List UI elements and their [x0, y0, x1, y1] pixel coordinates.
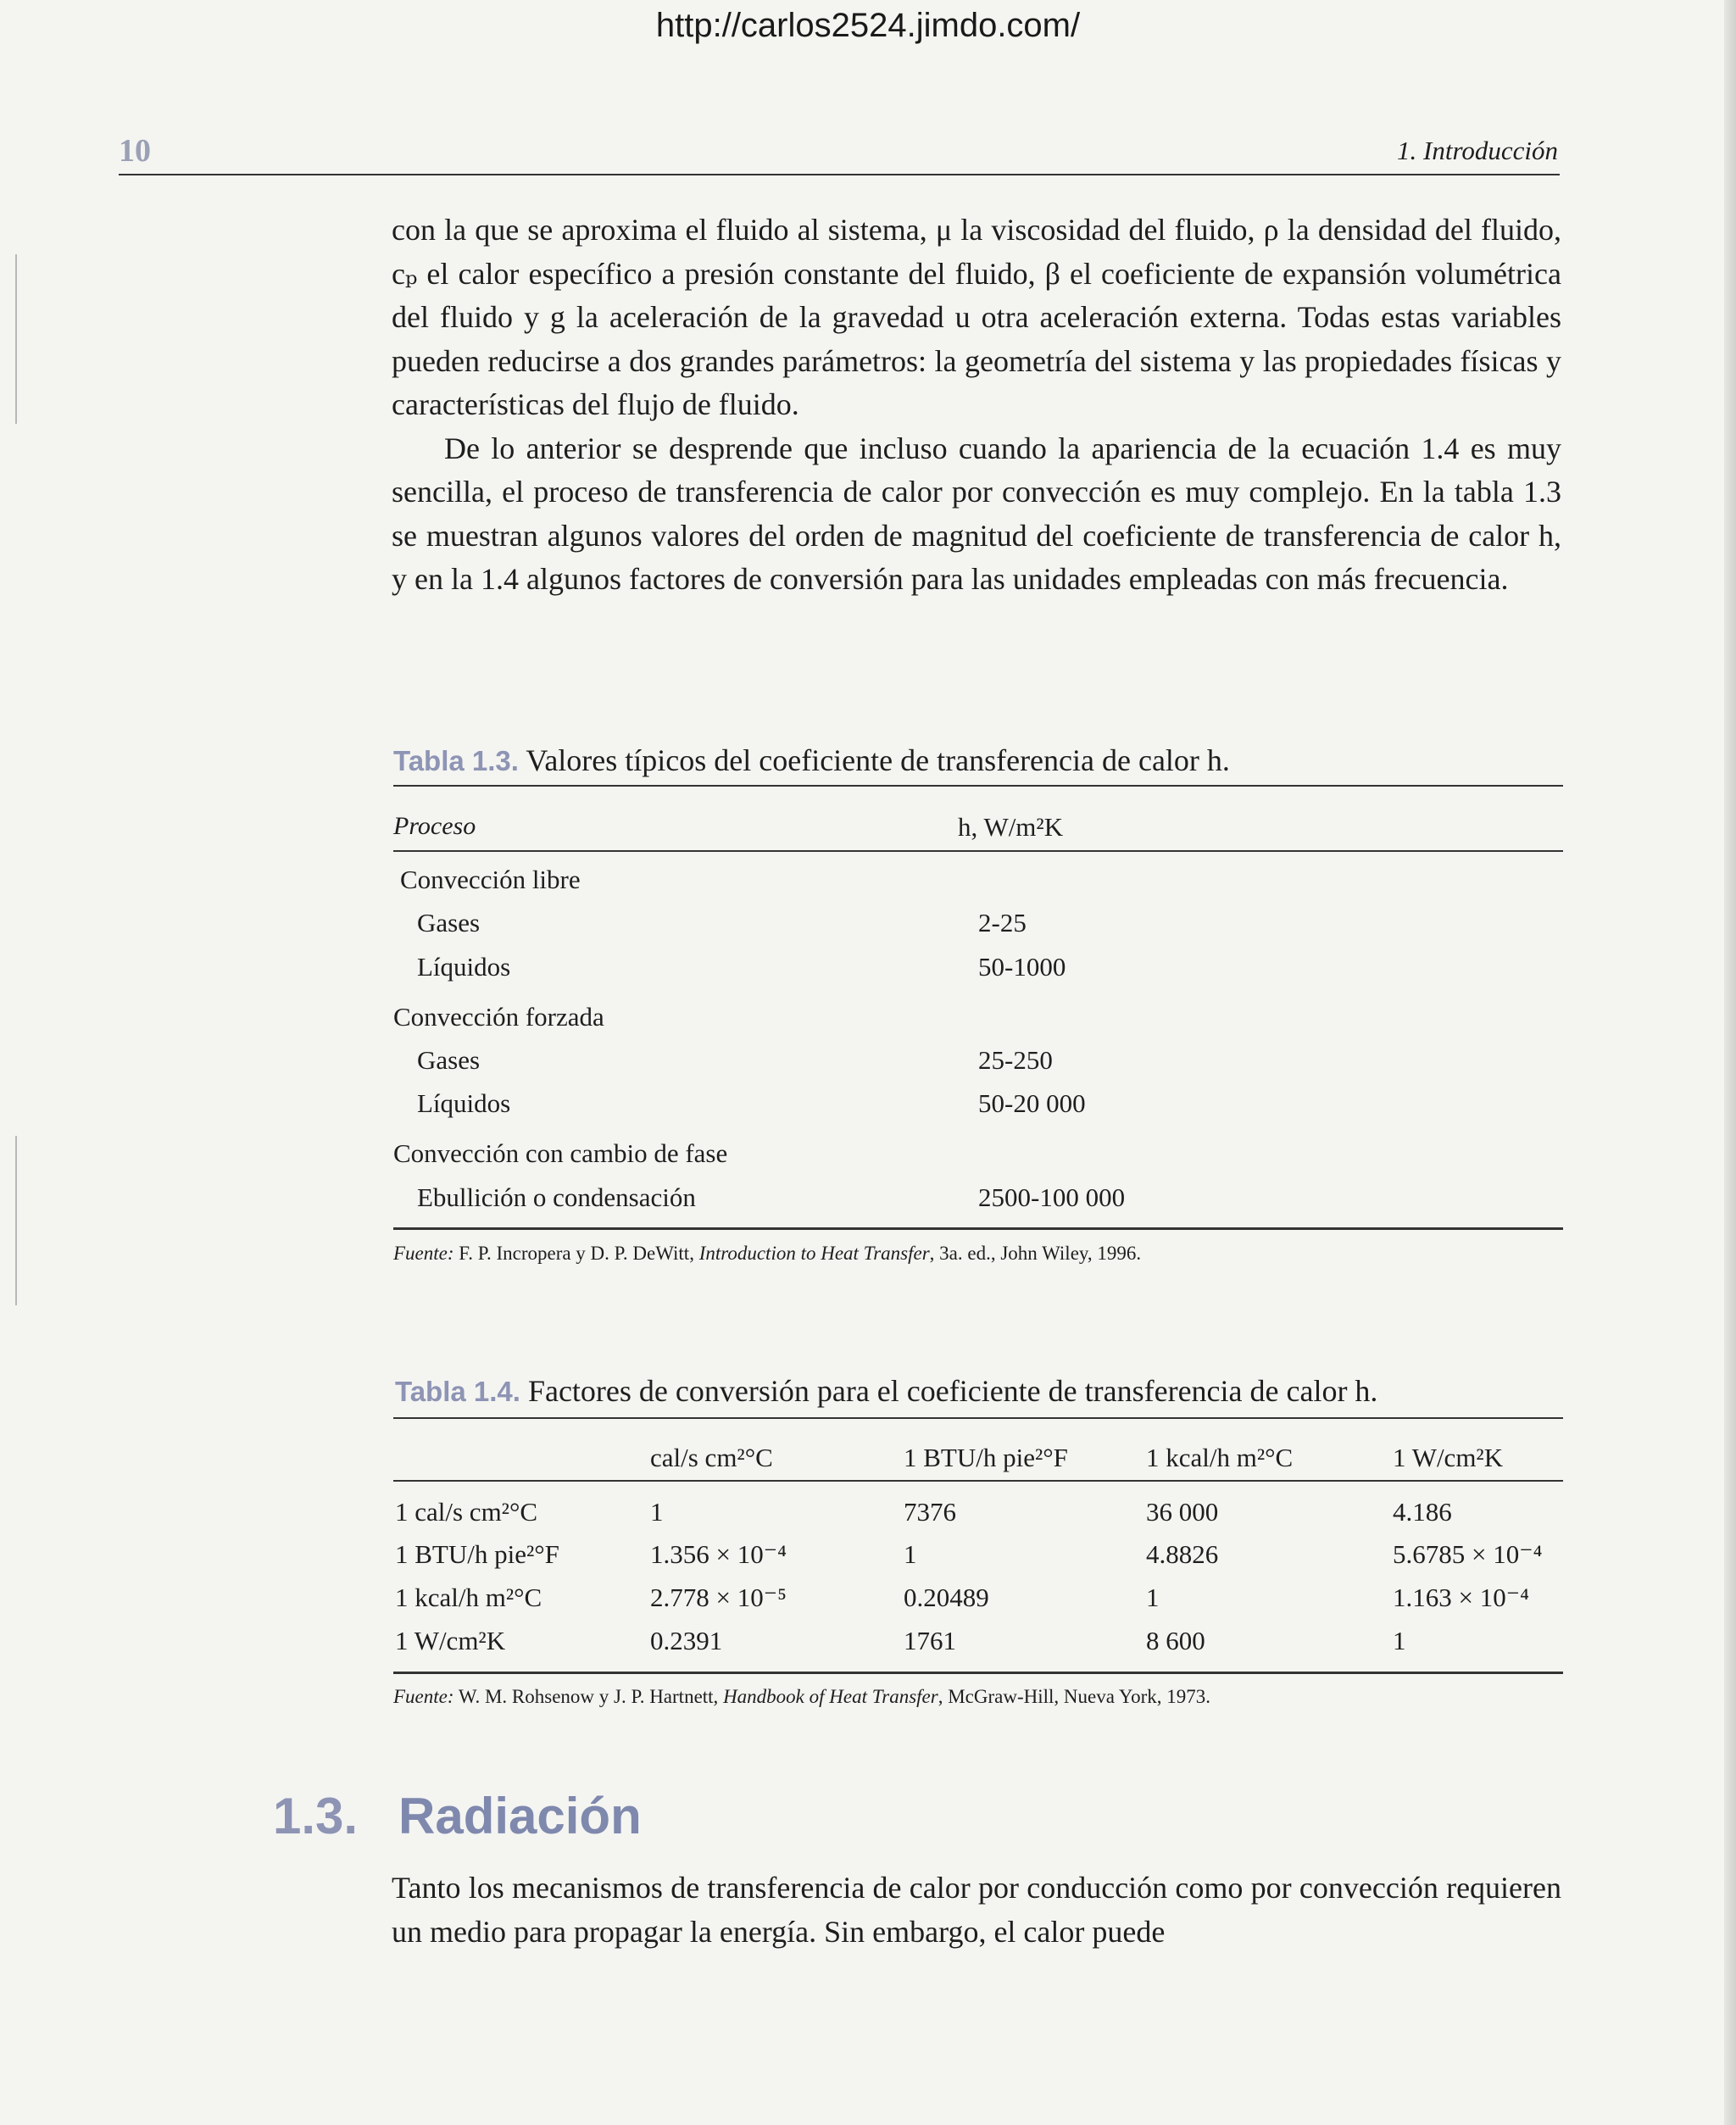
table-1-4-col-header: 1 W/cm²K [1393, 1443, 1504, 1472]
section-number: 1.3. [273, 1788, 359, 1844]
table-cell: 4.186 [1393, 1497, 1452, 1527]
table-row-label: 1 cal/s cm²°C [395, 1497, 538, 1527]
table-1-3-caption-text: Valores típicos del coeficiente de transferencia de calor h. [526, 743, 1230, 777]
table-cell: 1761 [904, 1626, 956, 1655]
table-cell: 7376 [904, 1497, 956, 1527]
table-rule [393, 1672, 1563, 1674]
table-cell: 1 [1393, 1626, 1406, 1655]
table-1-3-col-header: h, W/m²K [958, 812, 1064, 842]
body-text [392, 209, 1561, 602]
table-rule [393, 785, 1563, 787]
table-1-4-caption [395, 1373, 1377, 1409]
running-head: 1. Introducción [1397, 136, 1558, 165]
source-url[interactable]: http://carlos2524.jimdo.com/ [655, 7, 1081, 44]
table-rule [393, 850, 1563, 852]
table-row-value: 2500-100 000 [978, 1182, 1126, 1212]
table-cell: 36 000 [1146, 1497, 1219, 1527]
table-cell: 8 600 [1146, 1626, 1205, 1655]
table-1-3-label: Tabla 1.3. [393, 745, 519, 776]
paragraph-1: con la que se aproxima el fluido al sistema, μ la viscosidad del fluido, ρ la densidad del fluido, cₚ el calor específico a presión constante del fluido, β el coeficiente de expansión volumétrica del fluido y g la aceleración de la gravedad u otra aceleración externa. Todas estas variables pueden reducirse a dos grandes parámetros: la geometría del sistema y las propiedades físicas y características del flujo de fluido. [392, 213, 1561, 421]
table-row-label: Gases [417, 1045, 481, 1075]
table-cell: 1 [904, 1539, 917, 1569]
table-row-label: Ebullición o condensación [417, 1182, 696, 1212]
margin-mark [15, 254, 17, 424]
margin-mark [15, 1136, 17, 1305]
table-rule [393, 1480, 1563, 1482]
table-cell: 1.356 × 10⁻⁴ [650, 1539, 787, 1569]
table-row-label: 1 BTU/h pie²°F [395, 1539, 559, 1569]
page-edge [1724, 0, 1736, 2125]
paragraph-2: De lo anterior se desprende que incluso cuando la apariencia de la ecuación 1.4 es muy sencilla, el proceso de transferencia de calor por convección es muy complejo. En la tabla 1.3 se muestran algunos valores del orden de magnitud del coeficiente de transferencia de calor h, y en la 1.4 algunos factores de conversión para las unidades empleadas con más frecuencia. [392, 431, 1561, 596]
table-1-4-label: Tabla 1.4. [395, 1376, 520, 1407]
section-paragraph: Tanto los mecanismos de transferencia de calor por conducción como por convección requieren un medio para propagar la energía. Sin embargo, el calor puede [392, 1871, 1561, 1949]
table-cell: 1 [1146, 1583, 1160, 1612]
table-row-group: Convección libre [400, 865, 581, 894]
table-row-group: Convección forzada [393, 1002, 604, 1032]
table-row-value: 2-25 [978, 908, 1027, 937]
page-number: 10 [119, 133, 151, 169]
table-row-label: Gases [417, 908, 481, 937]
table-cell: 2.778 × 10⁻⁵ [650, 1583, 787, 1612]
table-row-label: Líquidos [417, 1088, 511, 1118]
table-row-label: Líquidos [417, 952, 511, 982]
section-body [392, 1866, 1561, 1954]
table-cell: 4.8826 [1146, 1539, 1219, 1569]
table-1-3-source: Fuente: F. P. Incropera y D. P. DeWitt, Introduction to Heat Transfer, 3a. ed., John Wiley, 1996. [393, 1243, 1142, 1264]
table-row-value: 25-250 [978, 1045, 1053, 1075]
table-1-3-caption [393, 743, 1230, 778]
table-1-3-col-header: Proceso [393, 812, 476, 840]
table-rule [393, 1227, 1563, 1230]
table-1-4-col-header: cal/s cm²°C [650, 1443, 773, 1472]
table-row-value: 50-20 000 [978, 1088, 1086, 1118]
table-cell: 0.2391 [650, 1626, 723, 1655]
table-row-value: 50-1000 [978, 952, 1066, 982]
table-cell: 5.6785 × 10⁻⁴ [1393, 1539, 1543, 1569]
table-rule [393, 1417, 1563, 1419]
table-cell: 1.163 × 10⁻⁴ [1393, 1583, 1529, 1612]
table-row-label: 1 kcal/h m²°C [395, 1583, 542, 1612]
header-rule [119, 174, 1560, 175]
table-1-4-caption-text: Factores de conversión para el coeficiente de transferencia de calor h. [527, 1374, 1378, 1408]
table-row-label: 1 W/cm²K [395, 1626, 506, 1655]
table-1-4-col-header: 1 BTU/h pie²°F [904, 1443, 1068, 1472]
table-1-4-col-header: 1 kcal/h m²°C [1146, 1443, 1294, 1472]
table-cell: 1 [650, 1497, 664, 1527]
table-row-group: Convección con cambio de fase [393, 1138, 728, 1168]
table-1-4-source: Fuente: W. M. Rohsenow y J. P. Hartnett, Handbook of Heat Transfer, McGraw-Hill, Nueva York, 1973. [393, 1686, 1211, 1707]
section-title: Radiación [398, 1788, 642, 1844]
table-cell: 0.20489 [904, 1583, 989, 1612]
